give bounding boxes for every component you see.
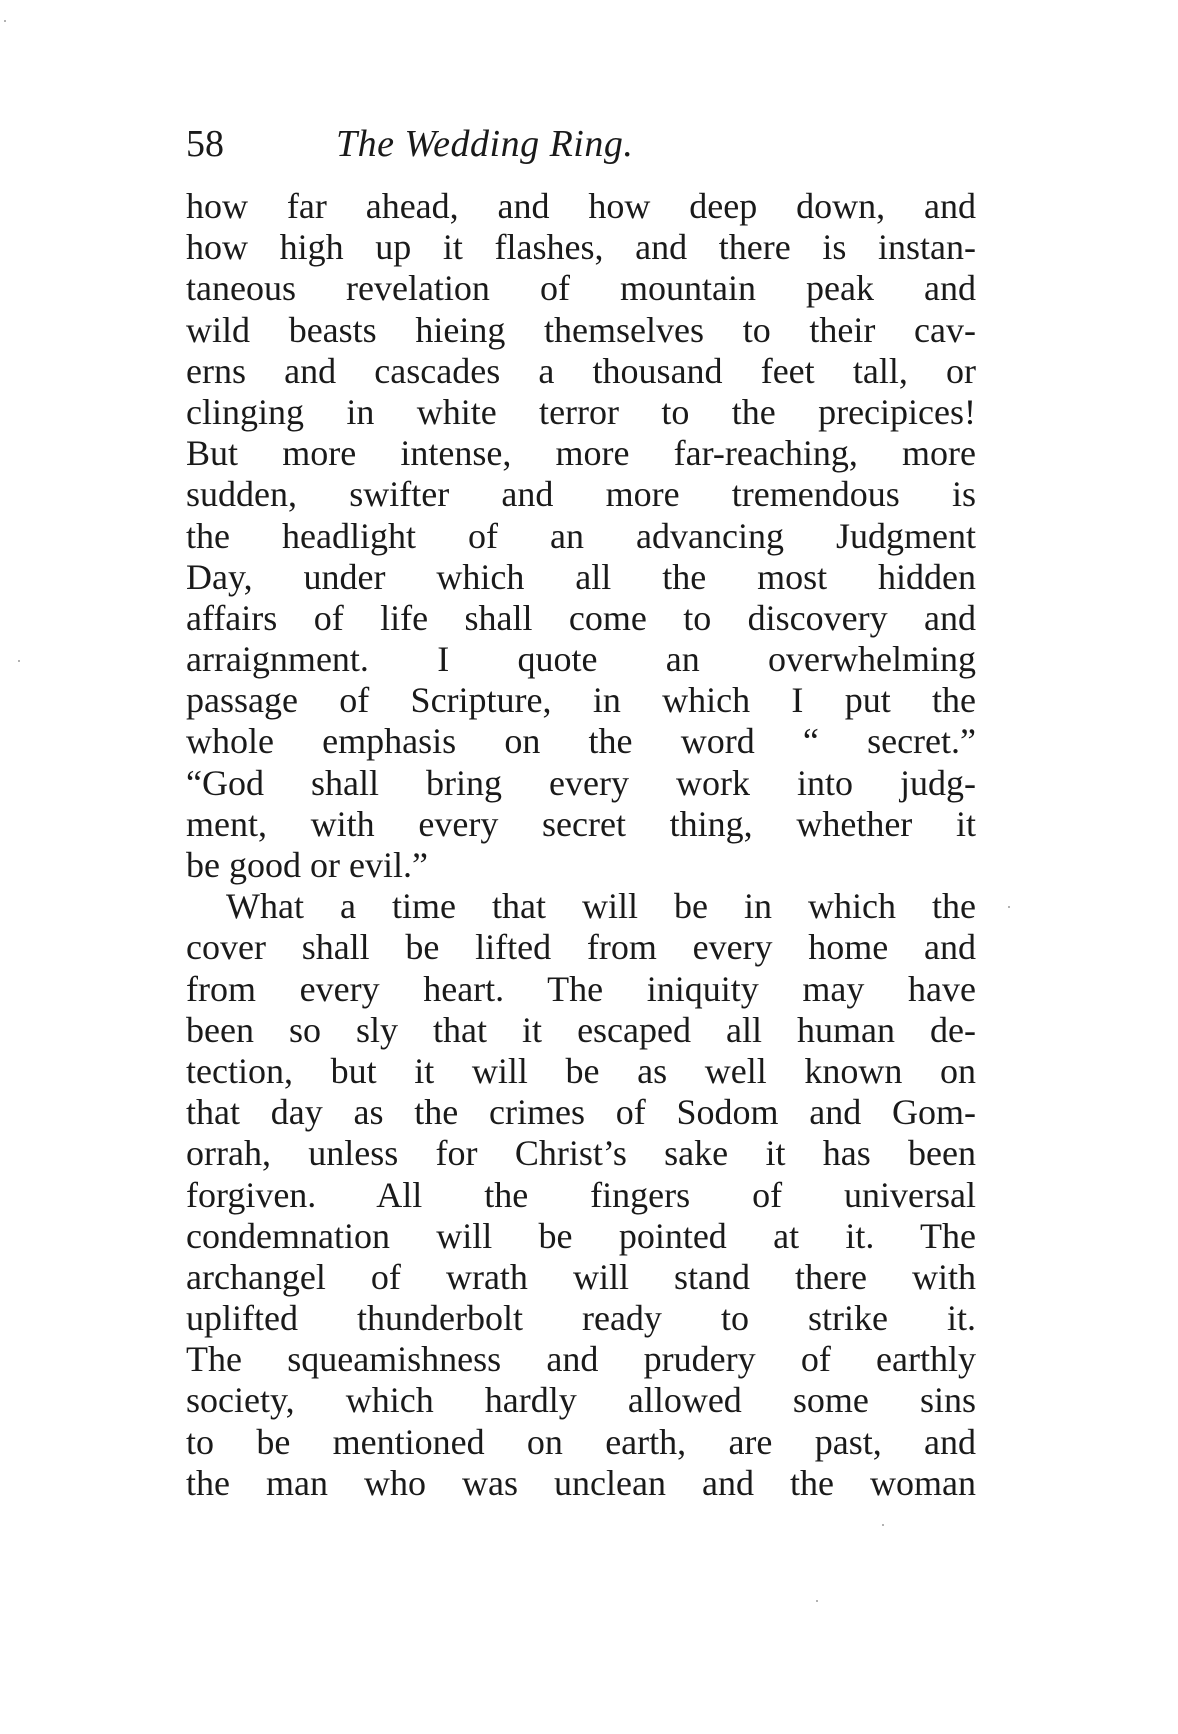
page-header: [186, 118, 976, 170]
scan-speck: [882, 1524, 884, 1526]
text-line: What a time that will be in which the: [226, 886, 976, 927]
text-line: society, which hardly allowed some sins: [186, 1380, 976, 1421]
text-line: from every heart. The iniquity may have: [186, 968, 976, 1009]
scan-speck: [816, 1600, 818, 1602]
page-number: 58: [186, 123, 224, 165]
text-line: The squeamishness and prudery of earthly: [186, 1339, 976, 1380]
text-line: the headlight of an advancing Judgment: [186, 515, 976, 556]
text-line: whole emphasis on the word “ secret.”: [186, 721, 976, 762]
text-line: erns and cascades a thousand feet tall, or: [186, 350, 976, 391]
text-line: taneous revelation of mountain peak and: [186, 268, 976, 309]
text-line: forgiven. All the fingers of universal: [186, 1174, 976, 1215]
text-line: uplifted thunderbolt ready to strike it.: [186, 1298, 976, 1339]
text-line: how far ahead, and how deep down, and: [186, 186, 976, 226]
text-line: arraignment. I quote an overwhelming: [186, 639, 976, 680]
text-line: archangel of wrath will stand there with: [186, 1256, 976, 1297]
text-line: cover shall be lifted from every home and: [186, 927, 976, 968]
text-line: how high up it flashes, and there is instan-: [186, 227, 976, 268]
text-line: affairs of life shall come to discovery and: [186, 597, 976, 638]
text-line: been so sly that it escaped all human de-: [186, 1009, 976, 1050]
text-line: condemnation will be pointed at it. The: [186, 1215, 976, 1256]
running-title: The Wedding Ring.: [336, 123, 634, 165]
text-line: the man who was unclean and the woman: [186, 1462, 976, 1503]
text-line: wild beasts hieing themselves to their cav-: [186, 309, 976, 350]
body-text: [186, 186, 976, 1504]
text-line: “God shall bring every work into judg-: [186, 762, 976, 803]
text-line: Day, under which all the most hidden: [186, 556, 976, 597]
scan-speck: [18, 660, 20, 662]
text-line: tection, but it will be as well known on: [186, 1050, 976, 1091]
text-line: that day as the crimes of Sodom and Gom-: [186, 1092, 976, 1133]
scan-speck: [1008, 906, 1010, 908]
text-line: passage of Scripture, in which I put the: [186, 680, 976, 721]
text-line: ment, with every secret thing, whether it: [186, 803, 976, 844]
text-line: But more intense, more far-reaching, more: [186, 433, 976, 474]
text-line: to be mentioned on earth, are past, and: [186, 1421, 976, 1462]
text-line: be good or evil.”: [186, 845, 428, 885]
scan-speck: [4, 20, 6, 22]
text-line: orrah, unless for Christ’s sake it has been: [186, 1133, 976, 1174]
text-line: clinging in white terror to the precipices!: [186, 391, 976, 432]
text-line: sudden, swifter and more tremendous is: [186, 474, 976, 515]
